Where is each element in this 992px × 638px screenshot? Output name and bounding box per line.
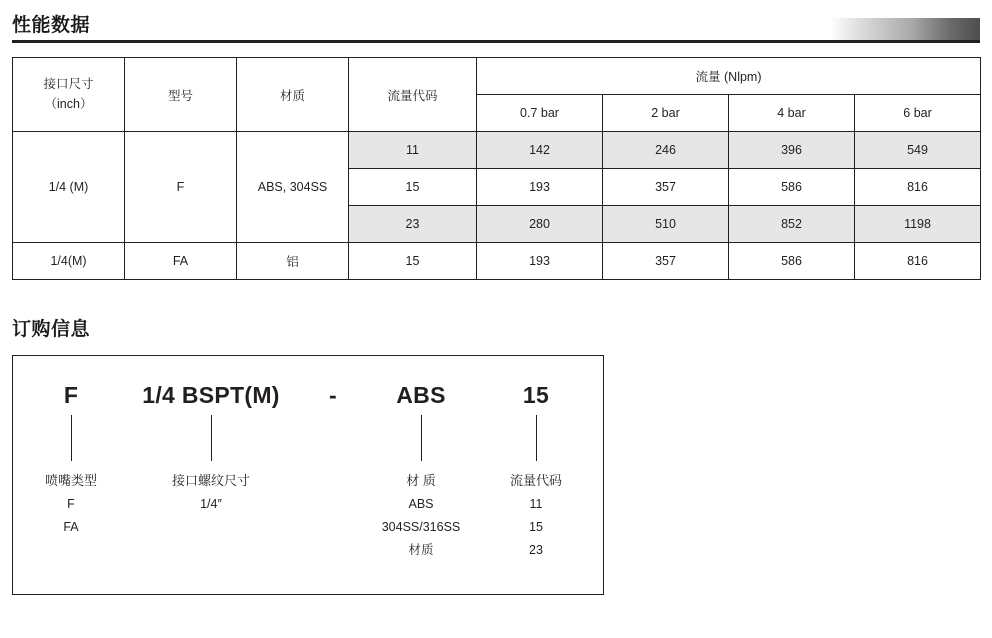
performance-table-wrap xyxy=(0,43,992,280)
cell-flow-value: 510 xyxy=(603,206,729,243)
legend-spacer xyxy=(305,469,361,562)
header-pressure-0: 0.7 bar xyxy=(477,95,603,132)
performance-title-row xyxy=(0,0,992,43)
leader-dash xyxy=(305,415,361,461)
table-row xyxy=(13,132,981,169)
leader-thread-size xyxy=(117,415,305,461)
header-port-size xyxy=(13,58,125,132)
header-flow-group: 流量 (Nlpm) xyxy=(477,58,981,95)
cell-flow-value: 142 xyxy=(477,132,603,169)
code-dash-separator: - xyxy=(329,382,337,408)
legend-item: ABS xyxy=(408,497,434,512)
cell-port-size: 1/4 (M) xyxy=(13,132,125,243)
legend-head: 接口螺纹尺寸 xyxy=(171,473,250,488)
cell-flow-value: 357 xyxy=(603,169,729,206)
cell-flow-value: 586 xyxy=(729,243,855,280)
code-thread-size: 1/4 BSPT(M) xyxy=(142,382,280,408)
header-pressure-2: 4 bar xyxy=(729,95,855,132)
cell-flow-value: 1198 xyxy=(855,206,981,243)
legend-item: 1/4″ xyxy=(200,497,222,512)
legend-nozzle-type xyxy=(25,469,117,562)
legend-thread-size xyxy=(117,469,305,562)
legend-head: 材 质 xyxy=(406,473,436,488)
legend-material xyxy=(361,469,481,562)
leader-nozzle-type xyxy=(25,415,117,461)
cell-flow-value: 816 xyxy=(855,243,981,280)
legend-item: F xyxy=(67,497,75,512)
header-model: 型号 xyxy=(125,58,237,132)
cell-flow-value: 586 xyxy=(729,169,855,206)
cell-flow-value: 280 xyxy=(477,206,603,243)
table-row xyxy=(13,243,981,280)
page-title: 性能数据 xyxy=(12,15,91,36)
cell-material: 铝 xyxy=(237,243,349,280)
legend-item: 304SS/316SS xyxy=(381,520,461,535)
cell-flow-value: 852 xyxy=(729,206,855,243)
code-material: ABS xyxy=(396,382,446,408)
legend-head: 流量代码 xyxy=(509,473,562,488)
cell-flow-code: 15 xyxy=(349,169,477,206)
cell-flow-code: 15 xyxy=(349,243,477,280)
cell-model: F xyxy=(125,132,237,243)
legend-item: 15 xyxy=(529,520,543,535)
header-material: 材质 xyxy=(237,58,349,132)
legend-head: 喷嘴类型 xyxy=(44,473,97,488)
ordering-title: 订购信息 xyxy=(12,319,91,340)
header-pressure-1: 2 bar xyxy=(603,95,729,132)
leader-flow-code xyxy=(481,415,591,461)
header-flow-code: 流量代码 xyxy=(349,58,477,132)
title-gradient-bar xyxy=(830,18,980,40)
code-flow-code: 15 xyxy=(522,382,550,408)
leader-material xyxy=(361,415,481,461)
cell-flow-code: 23 xyxy=(349,206,477,243)
ordering-code-box xyxy=(12,355,604,595)
header-port-size-line2: （inch） xyxy=(44,96,93,111)
header-pressure-3: 6 bar xyxy=(855,95,981,132)
cell-material: ABS, 304SS xyxy=(237,132,349,243)
ordering-leader-row xyxy=(13,415,603,461)
ordering-code-row xyxy=(13,356,603,409)
legend-item: 11 xyxy=(529,497,543,512)
cell-flow-value: 193 xyxy=(477,169,603,206)
cell-port-size: 1/4(M) xyxy=(13,243,125,280)
performance-table xyxy=(12,57,981,280)
table-header-row-1 xyxy=(13,58,981,95)
header-port-size-line1: 接口尺寸 xyxy=(43,77,94,92)
cell-flow-value: 549 xyxy=(855,132,981,169)
cell-flow-value: 246 xyxy=(603,132,729,169)
cell-model: FA xyxy=(125,243,237,280)
cell-flow-value: 357 xyxy=(603,243,729,280)
title-underline xyxy=(12,40,980,43)
ordering-section xyxy=(0,314,992,341)
code-nozzle-type: F xyxy=(63,382,79,408)
cell-flow-value: 396 xyxy=(729,132,855,169)
cell-flow-value: 816 xyxy=(855,169,981,206)
legend-flow-code xyxy=(481,469,591,562)
cell-flow-code: 11 xyxy=(349,132,477,169)
ordering-legend-row xyxy=(13,469,603,562)
legend-item: FA xyxy=(63,520,79,535)
legend-item: 材质 xyxy=(408,543,434,558)
legend-item: 23 xyxy=(529,543,543,558)
cell-flow-value: 193 xyxy=(477,243,603,280)
